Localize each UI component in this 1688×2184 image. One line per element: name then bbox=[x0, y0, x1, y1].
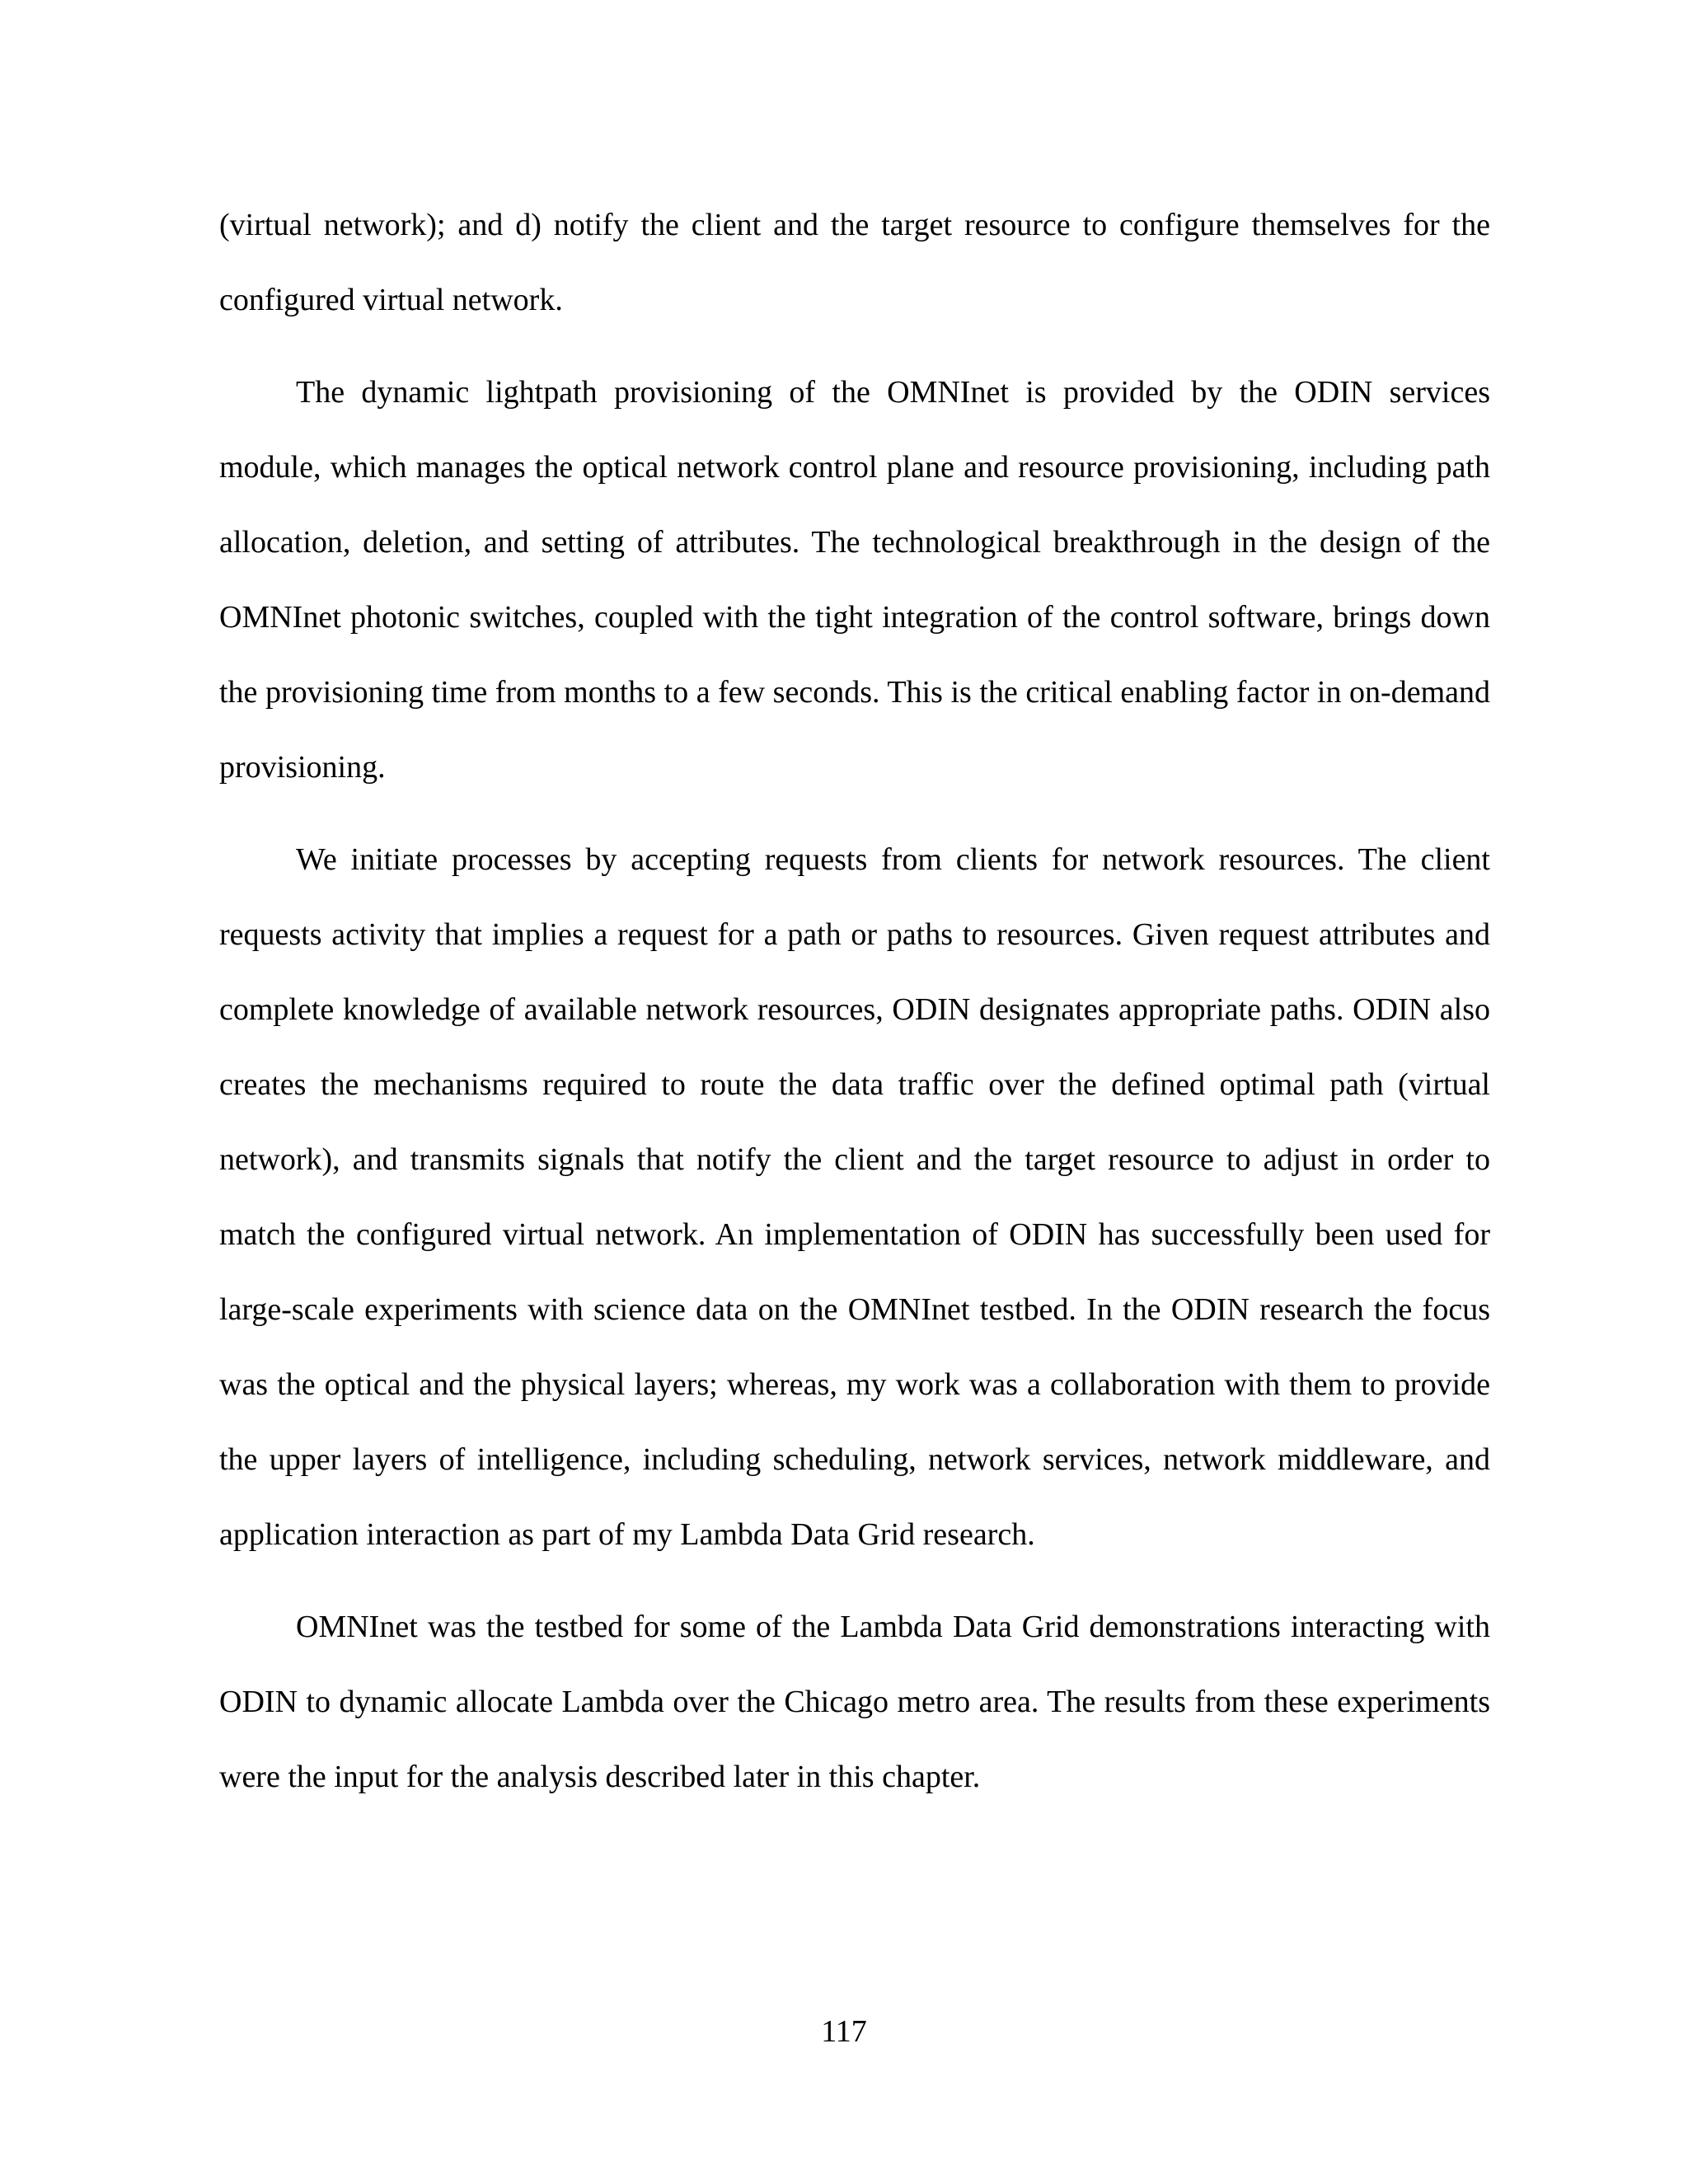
body-text bbox=[219, 188, 1490, 1832]
paragraph-odin-provisioning: The dynamic lightpath provisioning of the OMNInet is provided by the ODIN services module, which manages the optical network control plane and resource provisioning, including path allocation, deletion, and setting of attributes. The technological breakthrough in the design of the OMNInet photonic switches, coupled with the tight integration of the control software, brings down the provisioning time from months to a few seconds. This is the critical enabling factor in on-demand provisioning. bbox=[219, 375, 1490, 785]
paragraph-client-requests: We initiate processes by accepting requests from clients for network resources. The client requests activity that implies a request for a path or paths to resources. Given request attributes and complete knowledge of available network resources, ODIN designates appropriate paths. ODIN also creates the mechanisms required to route the data traffic over the defined optimal path (virtual network), and transmits signals that notify the client and the target resource to adjust in order to match the configured virtual network. An implementation of ODIN has successfully been used for large-scale experiments with science data on the OMNInet testbed. In the ODIN research the focus was the optical and the physical layers; whereas, my work was a collaboration with them to provide the upper layers of intelligence, including scheduling, network services, network middleware, and application interaction as part of my Lambda Data Grid research. bbox=[219, 842, 1490, 1552]
paragraph-continuation: (virtual network); and d) notify the client and the target resource to configure themselves for the configured virtual network. bbox=[219, 208, 1490, 317]
paragraph-omninet-testbed: OMNInet was the testbed for some of the Lambda Data Grid demonstrations interacting with ODIN to dynamic allocate Lambda over the Chicago metro area. The results from these experiments were the input for the analysis described later in this chapter. bbox=[219, 1610, 1490, 1794]
page-number: 117 bbox=[821, 2014, 867, 2049]
